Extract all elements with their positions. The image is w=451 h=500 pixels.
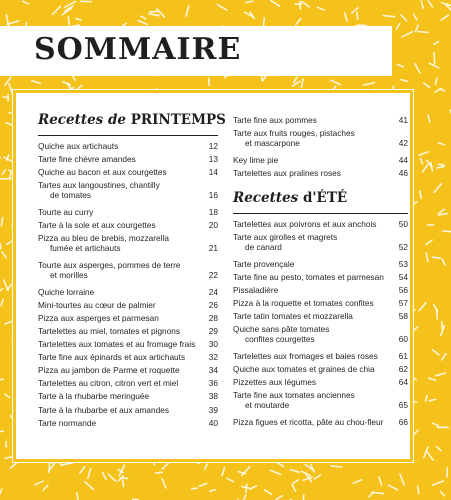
confetti-dash bbox=[439, 143, 445, 145]
recipe-name: Tarte tatin tomates et mozzarella bbox=[233, 311, 353, 322]
confetti-dash bbox=[186, 6, 189, 16]
confetti-dash bbox=[5, 394, 10, 397]
recipe-name-continued: et morilles bbox=[50, 269, 88, 280]
confetti-dash bbox=[103, 472, 107, 479]
toc-entry[interactable] bbox=[233, 219, 408, 229]
confetti-dash bbox=[419, 303, 426, 311]
confetti-dash bbox=[1, 218, 2, 226]
toc-entry[interactable] bbox=[233, 351, 408, 361]
toc-entry[interactable] bbox=[38, 287, 218, 297]
confetti-dash bbox=[53, 6, 61, 14]
confetti-dash bbox=[4, 280, 8, 290]
confetti-dash bbox=[345, 13, 348, 21]
confetti-dash bbox=[401, 80, 407, 82]
confetti-dash bbox=[7, 241, 12, 244]
confetti-dash bbox=[429, 378, 436, 380]
confetti-dash bbox=[65, 2, 76, 8]
confetti-dash bbox=[141, 16, 146, 19]
confetti-dash bbox=[400, 474, 404, 485]
toc-entry[interactable] bbox=[38, 418, 218, 428]
recipe-name-continued: et moutarde bbox=[245, 400, 290, 411]
confetti-dash bbox=[421, 159, 423, 165]
page-number: 36 bbox=[208, 378, 218, 389]
recipe-name: Tartelettes aux fromages et baies roses bbox=[233, 351, 378, 361]
page-number: 54 bbox=[398, 271, 408, 282]
page-number: 18 bbox=[208, 207, 218, 217]
confetti-dash bbox=[246, 484, 247, 492]
toc-entry[interactable] bbox=[38, 326, 218, 336]
confetti-dash bbox=[438, 214, 447, 215]
confetti-dash bbox=[302, 79, 304, 87]
confetti-dash bbox=[429, 399, 436, 400]
confetti-dash bbox=[402, 32, 413, 37]
confetti-dash bbox=[424, 83, 430, 87]
section-heading-script: Recettes bbox=[233, 190, 299, 206]
recipe-name: Tarte fine au pesto, tomates et parmesan bbox=[233, 271, 384, 282]
confetti-dash bbox=[396, 24, 399, 30]
confetti-dash bbox=[162, 461, 170, 469]
confetti-dash bbox=[433, 257, 441, 258]
confetti-dash bbox=[0, 244, 1, 249]
toc-entry[interactable] bbox=[233, 324, 408, 344]
page-number: 20 bbox=[208, 220, 218, 231]
confetti-dash bbox=[426, 240, 432, 245]
confetti-dash bbox=[416, 25, 419, 32]
page-title: SOMMAIRE bbox=[34, 32, 242, 67]
confetti-dash bbox=[32, 81, 41, 84]
recipe-name: Pizza au jambon de Parme et roquette bbox=[38, 365, 180, 376]
confetti-dash bbox=[303, 495, 304, 500]
confetti-dash bbox=[246, 1, 253, 2]
page-number: 32 bbox=[208, 352, 218, 363]
recipe-name-continued: de canard bbox=[245, 242, 282, 253]
confetti-dash bbox=[427, 451, 433, 460]
toc-entry[interactable] bbox=[38, 233, 218, 253]
recipe-name: Tartelettes aux pralines roses bbox=[233, 167, 341, 178]
confetti-dash bbox=[426, 253, 428, 261]
confetti-dash bbox=[0, 431, 3, 432]
page-number: 22 bbox=[208, 269, 218, 280]
confetti-dash bbox=[2, 170, 5, 174]
confetti-dash bbox=[437, 166, 445, 168]
page-number: 14 bbox=[208, 167, 218, 178]
confetti-dash bbox=[441, 15, 448, 20]
confetti-dash bbox=[383, 16, 395, 17]
confetti-dash bbox=[434, 184, 441, 193]
confetti-dash bbox=[441, 492, 445, 496]
page-number: 42 bbox=[398, 138, 408, 149]
confetti-dash bbox=[35, 481, 43, 485]
confetti-dash bbox=[414, 14, 417, 20]
page-number: 53 bbox=[398, 258, 408, 269]
toc-entry[interactable] bbox=[233, 377, 408, 387]
toc-entry[interactable] bbox=[233, 390, 408, 410]
toc-entry[interactable] bbox=[38, 154, 218, 164]
recipe-name: Pizza au bleu de brebis, mozzarella bbox=[38, 233, 169, 244]
confetti-dash bbox=[423, 165, 428, 172]
recipe-name: Tourte au curry bbox=[38, 207, 94, 217]
toc-entry[interactable] bbox=[38, 220, 218, 230]
toc-entry[interactable] bbox=[38, 313, 218, 323]
page-number: 24 bbox=[208, 286, 218, 297]
confetti-dash bbox=[293, 480, 298, 484]
confetti-dash bbox=[77, 493, 78, 500]
recipe-name-continued: et mascarpone bbox=[245, 138, 300, 149]
section-heading bbox=[233, 189, 347, 207]
confetti-dash bbox=[0, 379, 3, 380]
recipe-name: Quiche lorraine bbox=[38, 286, 95, 297]
confetti-dash bbox=[397, 65, 403, 67]
confetti-dash bbox=[68, 17, 69, 25]
confetti-dash bbox=[419, 152, 428, 156]
page-number: 41 bbox=[398, 115, 408, 125]
section-heading-title: PRINTEMPS bbox=[130, 112, 226, 128]
page-number: 38 bbox=[208, 391, 218, 402]
confetti-dash bbox=[250, 486, 257, 489]
confetti-dash bbox=[222, 468, 225, 476]
recipe-name: Tarte fine aux tomates anciennes bbox=[233, 390, 355, 401]
recipe-name: Tartelettes au miel, tomates et pignons bbox=[38, 325, 181, 336]
recipe-name: Pizza aux asperges et parmesan bbox=[38, 312, 159, 323]
confetti-dash bbox=[109, 474, 116, 481]
toc-entry[interactable] bbox=[38, 378, 218, 388]
page-number: 65 bbox=[398, 400, 408, 411]
page-number: 39 bbox=[208, 404, 218, 415]
page-number: 28 bbox=[208, 312, 218, 323]
recipe-name: Tartelettes aux poivrons et aux anchois bbox=[233, 219, 377, 229]
confetti-dash bbox=[294, 77, 297, 82]
recipe-name: Pizza figues et ricotta, pâte au chou-fleur bbox=[233, 417, 384, 427]
page-number: 50 bbox=[398, 219, 408, 229]
toc-entry[interactable] bbox=[233, 259, 408, 269]
section-heading bbox=[38, 111, 226, 129]
confetti-dash bbox=[123, 480, 124, 486]
confetti-dash bbox=[331, 466, 342, 467]
confetti-dash bbox=[434, 42, 439, 45]
toc-entry[interactable] bbox=[233, 298, 408, 308]
confetti-dash bbox=[442, 259, 445, 265]
confetti-dash bbox=[162, 479, 166, 488]
confetti-dash bbox=[363, 83, 375, 85]
recipe-name: Tarte à la rhubarbe meringuée bbox=[38, 391, 150, 402]
toc-entry[interactable] bbox=[233, 272, 408, 282]
toc-entry[interactable] bbox=[38, 300, 218, 310]
confetti-dash bbox=[49, 464, 50, 473]
confetti-dash bbox=[63, 463, 74, 465]
page-number: 26 bbox=[208, 299, 218, 310]
recipe-name: Tartelettes au citron, citron vert et miel bbox=[38, 378, 179, 389]
confetti-dash bbox=[439, 164, 444, 165]
confetti-dash bbox=[437, 309, 438, 319]
toc-entry[interactable] bbox=[233, 364, 408, 374]
toc-entry[interactable] bbox=[38, 260, 218, 280]
page-number: 29 bbox=[208, 325, 218, 336]
confetti-dash bbox=[436, 78, 437, 84]
confetti-dash bbox=[271, 1, 280, 7]
confetti-dash bbox=[432, 350, 439, 355]
confetti-dash bbox=[156, 472, 163, 473]
page-number: 40 bbox=[208, 417, 218, 428]
toc-entry[interactable] bbox=[38, 167, 218, 177]
confetti-dash bbox=[331, 80, 341, 84]
confetti-dash bbox=[85, 482, 93, 490]
recipe-name: Quiche au bacon et aux courgettes bbox=[38, 167, 167, 178]
confetti-dash bbox=[420, 191, 421, 198]
confetti-dash bbox=[442, 354, 446, 360]
section-divider bbox=[233, 213, 408, 214]
recipe-name: Quiche aux artichauts bbox=[38, 141, 119, 151]
recipe-name: Pissaladière bbox=[233, 285, 279, 295]
confetti-dash bbox=[276, 496, 283, 500]
page-number: 66 bbox=[398, 417, 408, 427]
confetti-dash bbox=[6, 123, 13, 126]
confetti-dash bbox=[149, 14, 159, 16]
confetti-dash bbox=[434, 52, 435, 63]
toc-entry[interactable] bbox=[38, 391, 218, 401]
page-number: 60 bbox=[398, 334, 408, 345]
confetti-dash bbox=[241, 495, 245, 500]
recipe-name: Quiche sans pâte tomates bbox=[233, 324, 330, 335]
page-number: 62 bbox=[398, 364, 408, 375]
toc-entry[interactable] bbox=[233, 285, 408, 295]
confetti-dash bbox=[428, 115, 430, 122]
confetti-dash bbox=[421, 1, 423, 8]
recipe-name-continued: fumée et artichauts bbox=[50, 243, 121, 254]
confetti-dash bbox=[296, 19, 301, 25]
confetti-dash bbox=[150, 11, 158, 12]
confetti-dash bbox=[300, 2, 301, 10]
recipe-name: Quiche aux tomates et graines de chia bbox=[233, 364, 375, 375]
toc-entry[interactable] bbox=[38, 339, 218, 349]
toc-entry[interactable] bbox=[38, 405, 218, 415]
page-number: 56 bbox=[398, 285, 408, 295]
page-number: 13 bbox=[208, 154, 218, 165]
toc-entry[interactable] bbox=[233, 311, 408, 321]
toc-entry[interactable] bbox=[38, 180, 218, 200]
confetti-dash bbox=[276, 462, 284, 467]
recipe-name: Tarte aux girolles et magrets bbox=[233, 232, 338, 243]
page-number: 57 bbox=[398, 298, 408, 309]
page-number: 46 bbox=[398, 167, 408, 178]
confetti-dash bbox=[210, 490, 216, 492]
confetti-dash bbox=[205, 464, 208, 469]
confetti-dash bbox=[218, 5, 227, 10]
toc-entry[interactable] bbox=[233, 115, 408, 125]
confetti-dash bbox=[379, 477, 382, 485]
recipe-name: Key lime pie bbox=[233, 154, 279, 165]
confetti-dash bbox=[418, 486, 419, 493]
section-heading-script: Recettes de bbox=[38, 112, 127, 128]
page-number: 12 bbox=[208, 141, 218, 151]
confetti-dash bbox=[78, 85, 82, 89]
confetti-dash bbox=[439, 209, 444, 213]
toc-entry[interactable] bbox=[233, 128, 408, 148]
confetti-dash bbox=[192, 488, 197, 489]
confetti-dash bbox=[1, 300, 3, 306]
page-number: 52 bbox=[398, 242, 408, 253]
section-heading-title: d'ÉTÉ bbox=[302, 190, 348, 206]
recipe-name: Tarte à la rhubarbe et aux amandes bbox=[38, 404, 169, 415]
toc-entry[interactable] bbox=[38, 365, 218, 375]
recipe-name: Tarte à la sole et aux courgettes bbox=[38, 220, 156, 231]
confetti-dash bbox=[290, 470, 299, 473]
recipe-name-continued: confites courgettes bbox=[245, 334, 315, 345]
confetti-dash bbox=[7, 21, 19, 24]
toc-entry[interactable] bbox=[233, 168, 408, 178]
recipe-name: Tarte aux fruits rouges, pistaches bbox=[233, 128, 355, 139]
toc-entry[interactable] bbox=[38, 352, 218, 362]
confetti-dash bbox=[80, 467, 85, 474]
confetti-dash bbox=[302, 2, 310, 8]
page-number: 44 bbox=[398, 154, 408, 165]
page-number: 30 bbox=[208, 339, 218, 349]
confetti-dash bbox=[415, 64, 420, 73]
confetti-dash bbox=[418, 32, 428, 33]
confetti-dash bbox=[0, 289, 2, 295]
confetti-dash bbox=[0, 489, 2, 495]
confetti-dash bbox=[437, 447, 442, 451]
recipe-name: Tarte fine aux épinards et aux artichauts bbox=[38, 352, 186, 363]
confetti-dash bbox=[199, 484, 206, 487]
confetti-dash bbox=[372, 492, 384, 493]
confetti-dash bbox=[271, 470, 281, 474]
recipe-name: Tarte provençale bbox=[233, 258, 295, 269]
recipe-name: Tarte fine chèvre amandes bbox=[38, 154, 136, 165]
recipe-name: Tarte fine aux pommes bbox=[233, 115, 317, 125]
confetti-dash bbox=[435, 89, 441, 92]
toc-entry[interactable] bbox=[38, 141, 218, 151]
confetti-dash bbox=[432, 481, 443, 485]
page-number: 61 bbox=[398, 351, 408, 361]
confetti-dash bbox=[2, 252, 6, 258]
recipe-name: Pizza à la roquette et tomates confites bbox=[233, 298, 374, 309]
recipe-name: Mini-tourtes au cœur de palmier bbox=[38, 299, 156, 310]
confetti-dash bbox=[428, 1, 432, 7]
confetti-dash bbox=[227, 478, 233, 481]
confetti-dash bbox=[443, 231, 451, 232]
confetti-dash bbox=[436, 373, 446, 376]
recipe-name: Tarte normande bbox=[38, 417, 97, 428]
section-divider bbox=[38, 135, 218, 136]
confetti-dash bbox=[401, 15, 406, 21]
toc-entry[interactable] bbox=[233, 232, 408, 252]
page-number: 21 bbox=[208, 243, 218, 254]
confetti-dash bbox=[433, 423, 439, 426]
confetti-dash bbox=[265, 490, 272, 494]
confetti-dash bbox=[43, 485, 47, 490]
confetti-dash bbox=[388, 485, 397, 490]
page-number: 58 bbox=[398, 311, 408, 322]
confetti-dash bbox=[138, 21, 147, 25]
confetti-dash bbox=[426, 395, 428, 400]
page-number: 64 bbox=[398, 377, 408, 388]
confetti-dash bbox=[442, 322, 443, 330]
page-number: 34 bbox=[208, 365, 218, 376]
contents-panel bbox=[13, 90, 413, 462]
confetti-dash bbox=[318, 7, 325, 10]
toc-entry[interactable] bbox=[233, 155, 408, 165]
confetti-dash bbox=[76, 19, 81, 20]
recipe-name: Tartelettes aux tomates et au fromage frais bbox=[38, 339, 196, 349]
confetti-dash bbox=[292, 485, 296, 492]
recipe-name: Tartes aux langoustines, chantilly bbox=[38, 180, 160, 191]
recipe-name: Pizzettes aux légumes bbox=[233, 377, 317, 388]
confetti-dash bbox=[314, 475, 320, 479]
confetti-dash bbox=[23, 1, 29, 4]
toc-entry[interactable] bbox=[38, 207, 218, 217]
confetti-dash bbox=[10, 463, 16, 468]
confetti-dash bbox=[353, 480, 361, 483]
toc-entry[interactable] bbox=[233, 417, 408, 427]
page-number: 16 bbox=[208, 190, 218, 201]
recipe-name: Tourte aux asperges, pommes de terre bbox=[38, 259, 181, 270]
confetti-dash bbox=[5, 77, 11, 85]
confetti-dash bbox=[242, 487, 249, 489]
recipe-name-continued: de tomates bbox=[50, 190, 92, 201]
confetti-dash bbox=[357, 12, 358, 19]
confetti-dash bbox=[88, 469, 91, 479]
